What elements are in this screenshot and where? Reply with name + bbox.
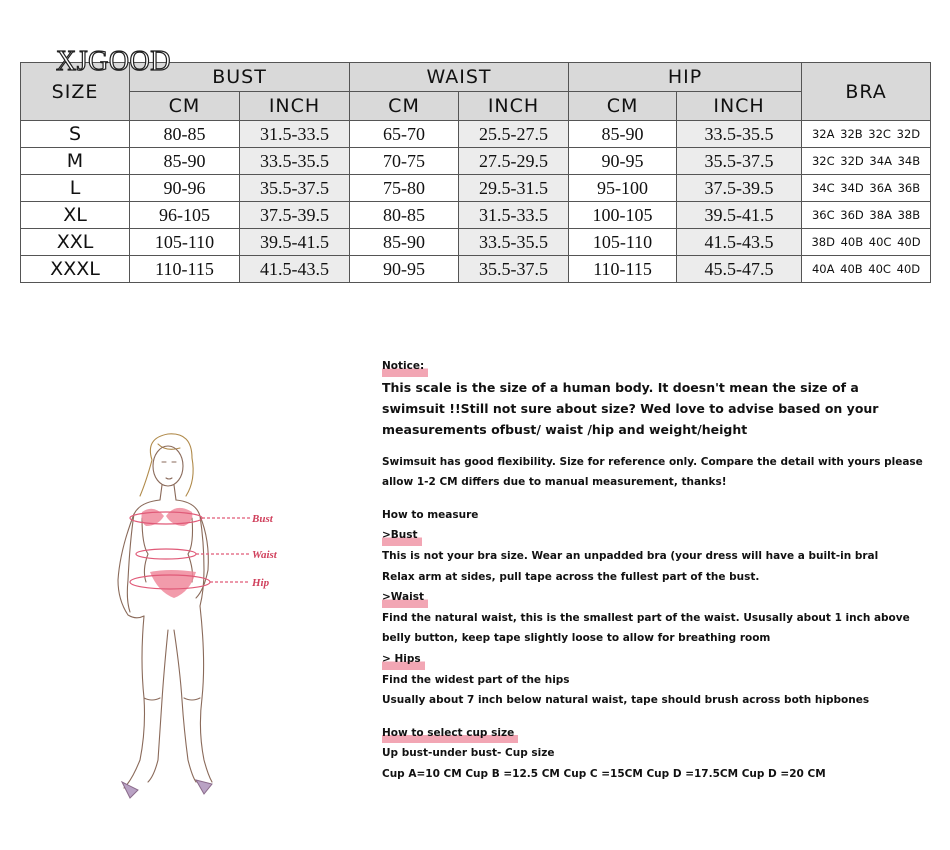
cell-bust-inch: 33.5-35.5 [240,148,350,175]
cell-bust-cm: 96-105 [130,202,240,229]
subheader-bust-cm: CM [130,92,240,121]
table-row [21,148,931,175]
header-bra: BRA [802,63,931,121]
cell-hip-cm: 110-115 [569,256,677,283]
table-row [21,202,931,229]
cell-bust-inch: 41.5-43.5 [240,256,350,283]
cell-bust-inch: 39.5-41.5 [240,229,350,256]
cell-hip-inch: 35.5-37.5 [677,148,802,175]
hips-instruction: Usually about 7 inch below natural waist, tape should brush across both hipbones [382,694,870,707]
cell-bra: 32C 32D 34A 34B [802,148,931,175]
cell-bra: 34C 34D 36A 36B [802,175,931,202]
flexibility-line: allow 1-2 CM differs due to manual measurement, thanks! [382,476,727,489]
size-chart-table [20,62,931,283]
table-row [21,175,931,202]
cell-hip-cm: 90-95 [569,148,677,175]
waist-instruction: Find the natural waist, this is the smallest part of the waist. Ususally about 1 inch above [382,611,910,624]
waist-heading: >Waist [382,587,428,608]
notice-line: This scale is the size of a human body. It doesn't mean the size of a [382,379,859,395]
table-row [21,121,931,148]
cell-waist-cm: 65-70 [350,121,459,148]
header-waist: WAIST [350,63,569,92]
bust-label: Bust [252,513,273,525]
waist-label: Waist [252,549,277,561]
cell-hip-inch: 37.5-39.5 [677,175,802,202]
cell-hip-cm: 100-105 [569,202,677,229]
bust-heading: >Bust [382,525,422,546]
subheader-waist-cm: CM [350,92,459,121]
cell-size: XXL [21,229,130,256]
cell-bust-cm: 85-90 [130,148,240,175]
cell-bust-inch: 37.5-39.5 [240,202,350,229]
cell-hip-inch: 33.5-35.5 [677,121,802,148]
cell-bra: 40A 40B 40C 40D [802,256,931,283]
header-size: SIZE [21,63,130,121]
cup-size-heading: How to select cup size [382,723,518,744]
cell-waist-cm: 70-75 [350,148,459,175]
cell-bust-cm: 90-96 [130,175,240,202]
how-to-measure-heading: How to measure [382,508,479,521]
header-bust: BUST [130,63,350,92]
cell-bust-cm: 80-85 [130,121,240,148]
table-row [21,229,931,256]
cell-size: M [21,148,130,175]
body-measurement-figure [100,430,310,800]
cup-size-line: Up bust-under bust- Cup size [382,747,555,760]
header-hip: HIP [569,63,802,92]
subheader-waist-inch: INCH [459,92,569,121]
cell-hip-cm: 95-100 [569,175,677,202]
waist-instruction: belly button, keep tape slightly loose to allow for breathing room [382,632,771,645]
notice-line: swimsuit !!Still not sure about size? Wed love to advise based on your [382,400,879,416]
flexibility-line: Swimsuit has good flexibility. Size for reference only. Compare the detail with yours please [382,455,923,468]
cell-bra: 38D 40B 40C 40D [802,229,931,256]
cell-waist-cm: 80-85 [350,202,459,229]
bust-instruction: Relax arm at sides, pull tape across the fullest part of the bust. [382,570,760,583]
subheader-bust-inch: INCH [240,92,350,121]
notice-heading: Notice: [382,356,428,377]
notice-line: measurements ofbust/ waist /hip and weight/height [382,421,748,437]
hips-heading: > Hips [382,649,425,670]
cell-hip-cm: 105-110 [569,229,677,256]
cell-waist-cm: 85-90 [350,229,459,256]
cell-size: S [21,121,130,148]
cell-waist-inch: 31.5-33.5 [459,202,569,229]
cell-waist-inch: 27.5-29.5 [459,148,569,175]
cell-size: XL [21,202,130,229]
cell-bust-inch: 35.5-37.5 [240,175,350,202]
cell-size: XXXL [21,256,130,283]
subheader-hip-cm: CM [569,92,677,121]
cell-hip-inch: 39.5-41.5 [677,202,802,229]
cell-waist-inch: 25.5-27.5 [459,121,569,148]
table-row [21,256,931,283]
cup-size-line: Cup A=10 CM Cup B =12.5 CM Cup C =15CM Cup D =17.5CM Cup D =20 CM [382,767,826,780]
cell-waist-inch: 29.5-31.5 [459,175,569,202]
cell-waist-cm: 90-95 [350,256,459,283]
cell-hip-inch: 45.5-47.5 [677,256,802,283]
cell-bust-cm: 105-110 [130,229,240,256]
cell-bra: 36C 36D 38A 38B [802,202,931,229]
cell-hip-cm: 85-90 [569,121,677,148]
cell-bust-cm: 110-115 [130,256,240,283]
cell-waist-inch: 33.5-35.5 [459,229,569,256]
cell-waist-cm: 75-80 [350,175,459,202]
hips-instruction: Find the widest part of the hips [382,673,570,686]
size-notes [382,356,942,785]
bust-instruction: This is not your bra size. Wear an unpadded bra (your dress will have a built-in bral [382,549,879,562]
cell-hip-inch: 41.5-43.5 [677,229,802,256]
cell-bust-inch: 31.5-33.5 [240,121,350,148]
cell-waist-inch: 35.5-37.5 [459,256,569,283]
hip-label: Hip [252,577,270,589]
brand-logo: XJGOOD [56,46,171,77]
cell-size: L [21,175,130,202]
cell-bra: 32A 32B 32C 32D [802,121,931,148]
subheader-hip-inch: INCH [677,92,802,121]
